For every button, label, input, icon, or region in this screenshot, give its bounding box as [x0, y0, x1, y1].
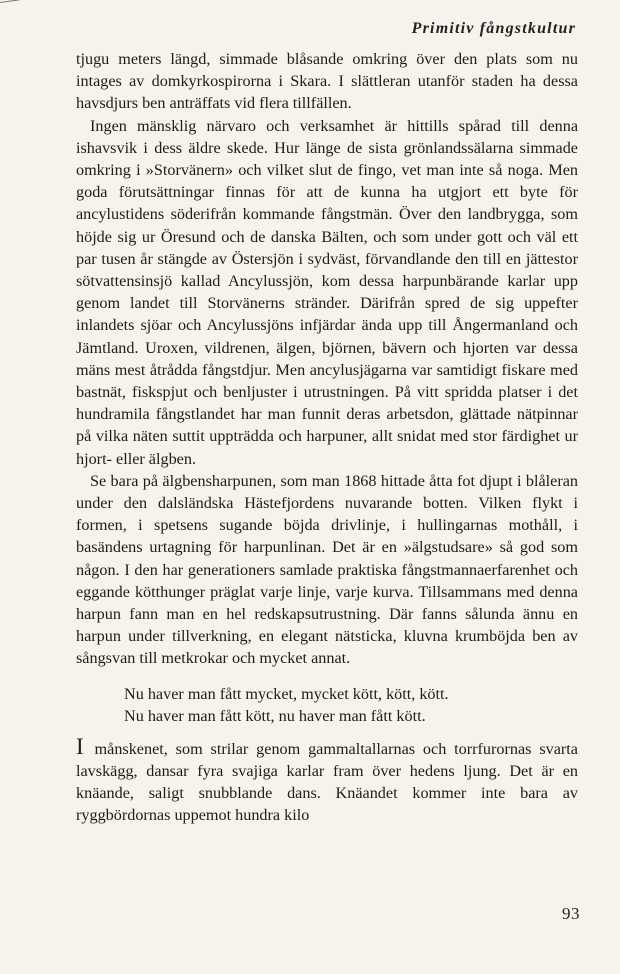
- paragraph-3: Se bara på älgbensharpunen, som man 1868 hittade åtta fot djupt i blåleran under den dalsländska Hästefjordens nuvarande botten. Vilken flykt i formen, i spetsens sugande böjda drivlinje, i hullingarnas mothåll, i basändens urtagning för harpunlinan. Det är en »älgstudsare» så god som någon. I den har generationers samlade praktiska fångstmannaerfarenhet och eggande kötthunger präglat varje linje, varje kurva. Tillsammans med denna harpun fann man en hel redskapsutrustning. Där fanns sålunda ännu en harpun under tillverkning, en elegant nätsticka, kluvna krumböjda ben av sångsvan till metkrokar och mycket annat.: [76, 471, 578, 668]
- page-number: 93: [562, 904, 580, 923]
- section-initial: I: [76, 733, 84, 759]
- paragraph-1: tjugu meters längd, simmade blåsande omkring över den plats som nu intages av domkyrkospirorna i Skara. I slättleran utanför staden ha dessa havsdjurs ben anträffats vid flera tillfällen.: [76, 50, 578, 113]
- body-text: [76, 48, 578, 827]
- verse-line-1: Nu haver man fått mycket, mycket kött, kött, kött.: [124, 684, 449, 703]
- running-head: Primitiv fångstkultur: [411, 20, 576, 37]
- paragraph-2: Ingen mänsklig närvaro och verksamhet är hittills spårad till denna ishavsvik i dess äldre skede. Hur länge de sista grönlandssälarna simmade omkring i »Storvänern» och vilket slut de fingo, vet man inte så noga. Men goda förutsättningar finnas för att de kunna ha utgjort ett byte för ancylustidens söderifrån kommande fångstmän. Över den landbrygga, som höjde sig ur Öresund och de danska Bälten, och som under gott och väl ett par tusen år stängde av Östersjön i sydväst, förvandlande den till en jättestor sötvattensinsjö kallad Ancylussjön, kom dessa harpunbärande karlar upp genom landet till Storvänerns stränder. Därifrån spred de sig uppefter inlandets sjöar och Ancylussjöns infjärdar ända upp till Ångermanland och Jämtland. Uroxen, vildrenen, älgen, björnen, bävern och hjorten var dessa mäns mest åtrådda fångstdjur. Men ancylusjägarna var samtidigt fiskare med bastnät, fiskspjut och benljuster i utrustningen. På vitt spridda platser i det hundramila fångstlandet har man funnit deras arbetsdon, glättade nätpinnar på vilka näten suttit uppträdda och harpuner, allt snidat med stor färdighet ur hjort- eller älgben.: [76, 116, 578, 468]
- section-text: månskenet, som strilar genom gammaltallarnas och torrfurornas svarta lavskägg, dansar fyra svajiga karlar fram över hedens ljung. Det är en knäande, saligt snubblande dans. Knäandet kommer inte bara av ryggbördornas uppemot hundra kilo: [76, 739, 578, 825]
- verse-line-2: Nu haver man fått kött, nu haver man fått kött.: [124, 706, 426, 725]
- scan-corner-mark: [0, 0, 21, 9]
- verse-block: [76, 683, 578, 727]
- section-paragraph: [76, 733, 578, 827]
